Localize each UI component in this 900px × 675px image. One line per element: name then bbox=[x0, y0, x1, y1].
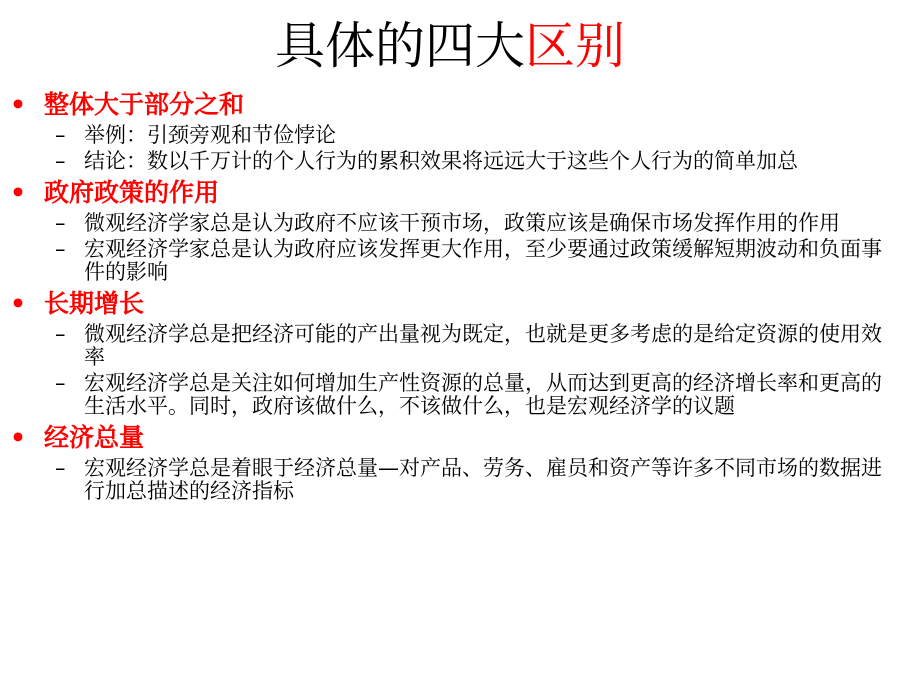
bullet-dot-icon: • bbox=[10, 90, 26, 119]
dash-icon: – bbox=[55, 456, 66, 480]
bullet-list bbox=[0, 86, 900, 506]
sub-item: – 微观经济学总是把经济可能的产出量视为既定，也就是更多考虑的是给定资源的使用效率 bbox=[55, 322, 882, 369]
section-heading: • 经济总量 bbox=[0, 421, 900, 455]
section-long-term-growth bbox=[0, 287, 900, 418]
slide-title bbox=[0, 14, 900, 78]
sub-item: – 微观经济学家总是认为政府不应该干预市场，政策应该是确保市场发挥作用的作用 bbox=[55, 211, 840, 235]
sub-item: – 宏观经济学家总是认为政府应该发挥更大作用，至少要通过政策缓解短期波动和负面事件的影响 bbox=[55, 237, 882, 284]
section-government-policy bbox=[0, 176, 900, 284]
title-main: 具体的四大 bbox=[275, 17, 525, 75]
section-heading: • 整体大于部分之和 bbox=[0, 88, 900, 122]
bullet-dot-icon: • bbox=[10, 289, 26, 318]
section-heading: • 长期增长 bbox=[0, 287, 900, 321]
dash-icon: – bbox=[55, 211, 66, 235]
dash-icon: – bbox=[55, 149, 66, 173]
title-accent: 区别 bbox=[525, 17, 625, 75]
sub-item: – 结论：数以千万计的个人行为的累积效果将远远大于这些个人行为的简单加总 bbox=[55, 149, 798, 173]
section-economic-aggregates bbox=[0, 421, 900, 503]
section-heading: • 政府政策的作用 bbox=[0, 176, 900, 210]
sub-item: – 宏观经济学总是关注如何增加生产性资源的总量，从而达到更高的经济增长率和更高的生活水平。同时，政府该做什么，不该做什么，也是宏观经济学的议题 bbox=[55, 371, 882, 418]
dash-icon: – bbox=[55, 371, 66, 395]
dash-icon: – bbox=[55, 123, 66, 147]
section-whole-vs-parts bbox=[0, 88, 900, 173]
sub-item: – 举例：引颈旁观和节俭悖论 bbox=[55, 123, 336, 147]
dash-icon: – bbox=[55, 237, 66, 261]
bullet-dot-icon: • bbox=[10, 178, 26, 207]
sub-item: – 宏观经济学总是着眼于经济总量—对产品、劳务、雇员和资产等许多不同市场的数据进行加总描述的经济指标 bbox=[55, 456, 882, 503]
bullet-dot-icon: • bbox=[10, 423, 26, 452]
dash-icon: – bbox=[55, 322, 66, 346]
